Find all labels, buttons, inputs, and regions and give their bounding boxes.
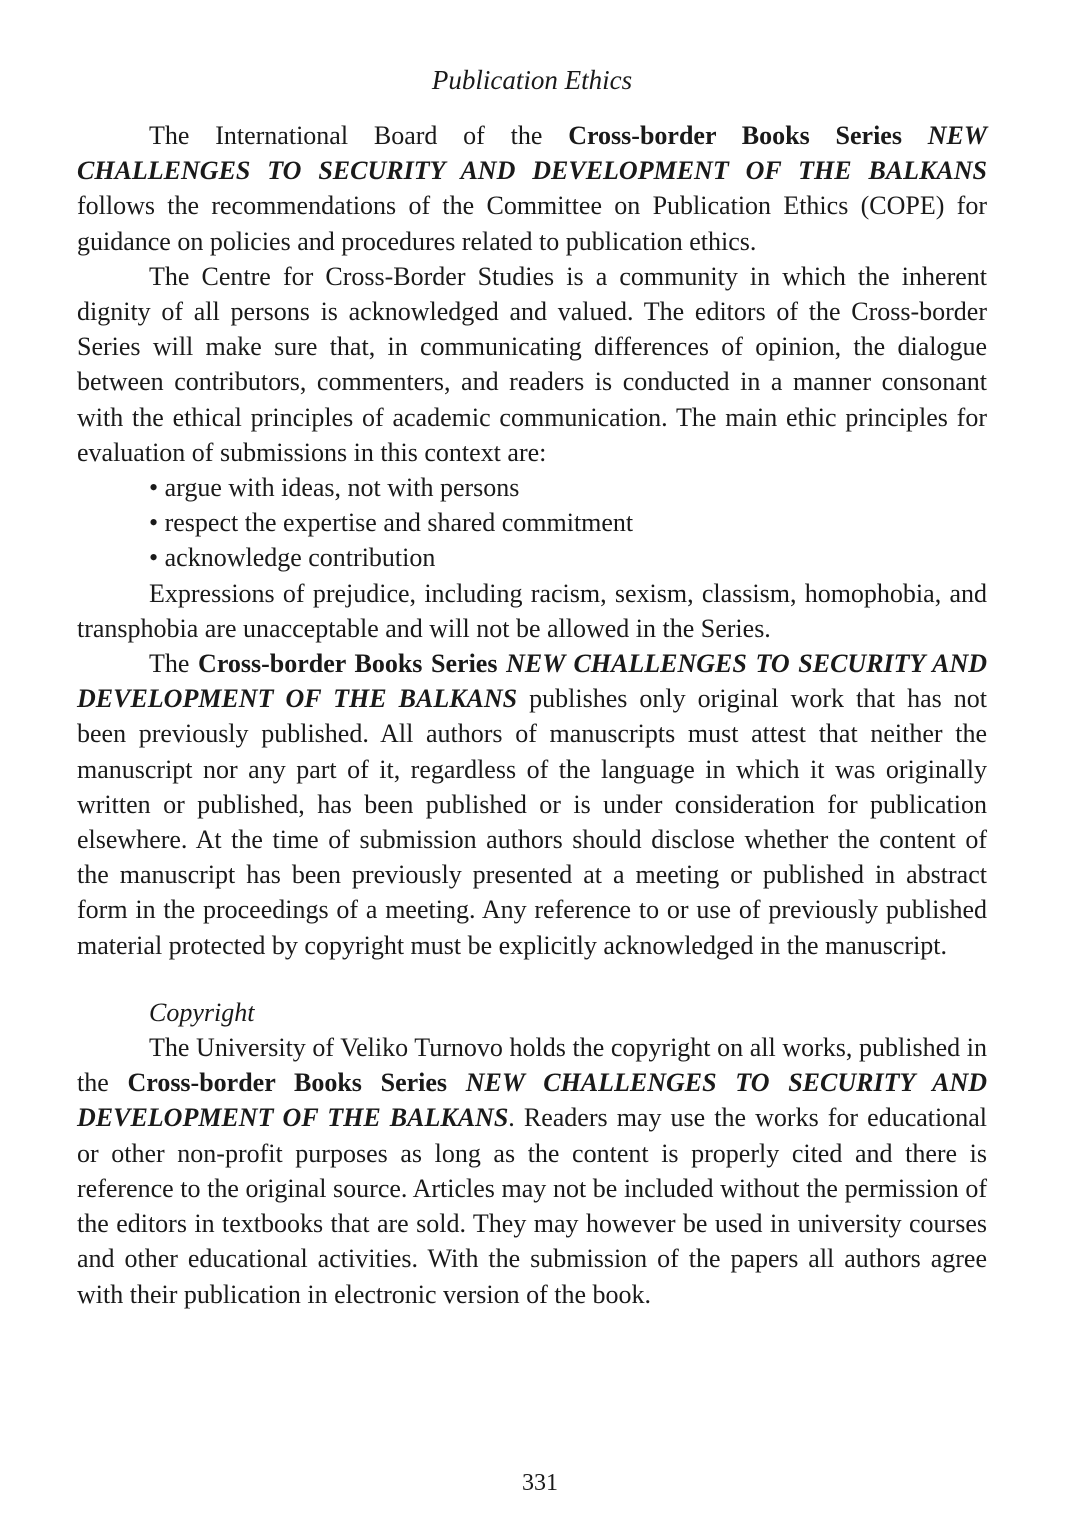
community-paragraph: The Centre for Cross-Border Studies is a community in which the inherent dignity of all persons is acknowledged and valued. The editors of the Cross-border Series will make sure that, in communicating differences of opinion, the dialogue between contributors, commenters, and readers is conducted in a manner consonant with the ethical principles of academic communication. The main ethic principles for evaluation of submissions in this context are: [77, 261, 987, 467]
intro-text-start: The International Board of the [149, 121, 569, 150]
series-name: Cross-border Books Series [568, 121, 902, 150]
copyright-heading: Copyright [149, 997, 255, 1027]
prejudice-paragraph: Expressions of prejudice, including racism, sexism, classism, homophobia, and transphobia are unacceptable and will not be allowed in the Series. [77, 578, 987, 643]
page-title: Publication Ethics [431, 65, 633, 95]
principles-list [77, 470, 987, 576]
originality-paragraph: The Cross-border Books Series NEW CHALLENGES TO SECURITY AND DEVELOPMENT OF THE BALKANS publishes only original work that has not been previously published. All authors of manuscripts must attest that neither the manuscript nor any part of it, regardless of the language in which it was originally written or published, has been published or is under consideration for publication elsewhere. At the time of submission authors should disclose whether the content of the manuscript has been previously presented at a meeting or published in abstract form in the proceedings of a meeting. Any reference to or use of previously published material protected by copyright must be explicitly acknowledged in the manuscript. [77, 649, 988, 960]
page-body [77, 62, 987, 1312]
series-title: NEW CHALLENGES TO SECURITY AND DEVELOPMENT OF THE BALKANS [77, 1068, 988, 1133]
list-item: • acknowledge contribution [149, 540, 987, 575]
page-number: 331 [522, 1470, 558, 1496]
intro-paragraph [77, 118, 987, 259]
series-name: Cross-border Books Series [127, 1068, 448, 1098]
copyright-paragraph: The University of Veliko Turnovo holds the copyright on all works, published in the Cross-border Books Series NEW CHALLENGES TO SECURITY AND DEVELOPMENT OF THE BALKANS. Readers may use the works for educational or other non-profit purposes as long as the content is properly cited and there is reference to the original source. Articles may not be included without the permission of the editors in textbooks that are sold. They may however be used in university courses and other educational activities. With the submission of the papers all authors agree with their publication in electronic version of the book. [77, 1033, 988, 1309]
series-name: Cross-border Books Series [198, 649, 498, 679]
series-title: NEW CHALLENGES TO SECURITY AND DEVELOPMENT OF THE BALKANS [77, 121, 987, 186]
intro-text-end: follows the recommendations of the Committee on Publication Ethics (COPE) for guidance on policies and procedures related to publication ethics. [77, 191, 987, 256]
series-title: NEW CHALLENGES TO SECURITY AND DEVELOPMENT OF THE BALKANS [77, 649, 988, 714]
list-item: • respect the expertise and shared commitment [149, 505, 987, 540]
list-item: • argue with ideas, not with persons [149, 470, 987, 505]
